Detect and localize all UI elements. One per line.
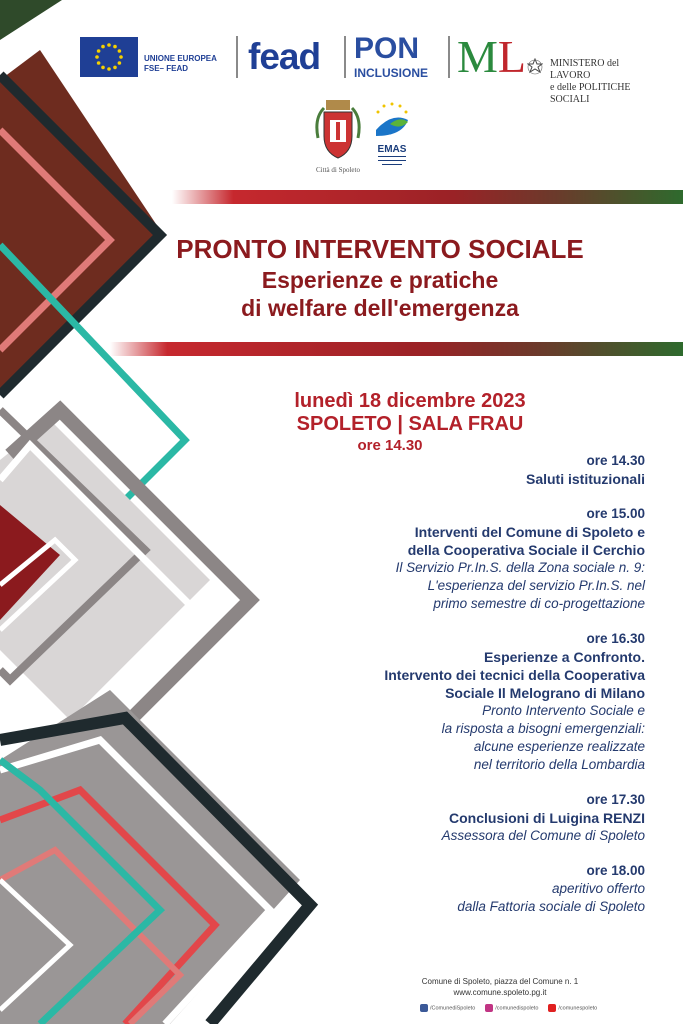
spoleto-crest-icon — [310, 98, 366, 166]
program-time: ore 17.30 — [586, 792, 645, 807]
program-title: Conclusioni di Luigina RENZI — [449, 810, 645, 826]
eu-flag-icon — [80, 37, 138, 77]
city-label: Città di Spoleto — [316, 166, 360, 174]
event-date: lunedì 18 dicembre 2023 — [294, 390, 526, 412]
logo-divider — [448, 36, 450, 78]
italian-emblem-icon — [527, 58, 543, 76]
instagram-handle: /comunedispoleto — [495, 1005, 539, 1012]
svg-text:EMAS: EMAS — [377, 144, 407, 155]
logo-bar — [72, 26, 662, 105]
footer-address: Comune di Spoleto, piazza del Comune n. 1 — [421, 977, 579, 986]
program-item — [205, 630, 645, 774]
program-description: la risposta a bisogni emergenziali: — [441, 721, 645, 736]
pon-subtitle: INCLUSIONE — [354, 66, 429, 80]
program-time: ore 15.00 — [586, 506, 645, 521]
program-title: Saluti istituzionali — [525, 471, 645, 487]
eu-label-text: UNIONE EUROPEA — [144, 54, 217, 63]
program-description: aperitivo offerto — [551, 881, 645, 896]
program-description: dalla Fattoria sociale di Spoleto — [457, 899, 645, 914]
program-time: ore 16.30 — [586, 631, 645, 646]
youtube-icon — [548, 1004, 556, 1012]
program-description: L'esperienza del servizio Pr.In.S. nel — [427, 578, 645, 593]
ministry-line-2: e delle POLITICHE SOCIALI — [550, 82, 631, 105]
ministry-line-1: MINISTERO del LAVORO — [550, 58, 620, 81]
program-title: Esperienze a Confronto. — [483, 649, 645, 665]
program-description: Pronto Intervento Sociale e — [482, 703, 645, 718]
program-description: nel territorio della Lombardia — [473, 757, 645, 772]
instagram-link[interactable] — [485, 1004, 538, 1012]
program-description: Assessora del Comune di Spoleto — [441, 828, 645, 843]
tricolor-stripe-bottom — [110, 342, 683, 356]
program-item — [205, 452, 645, 488]
subtitle-line-2: di welfare dell'emergenza — [241, 295, 519, 321]
program-title: Interventi del Comune di Spoleto e — [414, 524, 645, 540]
logo-divider — [344, 36, 346, 78]
program-title: della Cooperativa Sociale il Cerchio — [407, 542, 645, 558]
program-list — [205, 452, 645, 933]
fead-logo: fead — [248, 36, 321, 77]
ministry-label — [550, 58, 662, 106]
facebook-link[interactable] — [420, 1004, 475, 1012]
footer-website-link[interactable]: www.comune.spoleto.pg.it — [453, 988, 547, 997]
event-time: ore 14.30 — [357, 437, 423, 454]
title-block — [100, 232, 660, 322]
program-description: alcune esperienze realizzate — [473, 739, 645, 754]
eu-label — [144, 54, 217, 74]
facebook-icon — [420, 1004, 428, 1012]
program-description: Il Servizio Pr.In.S. della Zona sociale n. 9: — [395, 560, 645, 575]
program-item — [205, 862, 645, 916]
program-item — [205, 505, 645, 613]
footer — [410, 976, 590, 998]
event-venue: SPOLETO | SALA FRAU — [296, 413, 524, 435]
youtube-handle: /comunespoleto — [558, 1005, 598, 1012]
tricolor-stripe-top — [172, 190, 683, 204]
program-time: ore 14.30 — [586, 453, 645, 468]
ministry-ml-logo: ML — [457, 31, 527, 82]
social-links — [420, 1004, 597, 1012]
event-info — [200, 390, 620, 456]
program-item — [205, 791, 645, 845]
logo-divider — [236, 36, 238, 78]
youtube-link[interactable] — [548, 1004, 597, 1012]
emas-logo-icon — [372, 100, 412, 178]
program-time: ore 18.00 — [586, 863, 645, 878]
facebook-handle: /ComunediSpoleto — [430, 1005, 476, 1012]
program-description: primo semestre di co-progettazione — [433, 596, 645, 611]
eu-fund-text: FSE– FEAD — [144, 64, 189, 73]
program-title: Intervento dei tecnici della Cooperativa — [384, 667, 645, 683]
instagram-icon — [485, 1004, 493, 1012]
program-title: Sociale Il Melograno di Milano — [445, 685, 645, 701]
subtitle-line-1: Esperienze e pratiche — [261, 267, 499, 293]
page-title: PRONTO INTERVENTO SOCIALE — [176, 234, 584, 264]
pon-logo: PON — [354, 32, 420, 65]
